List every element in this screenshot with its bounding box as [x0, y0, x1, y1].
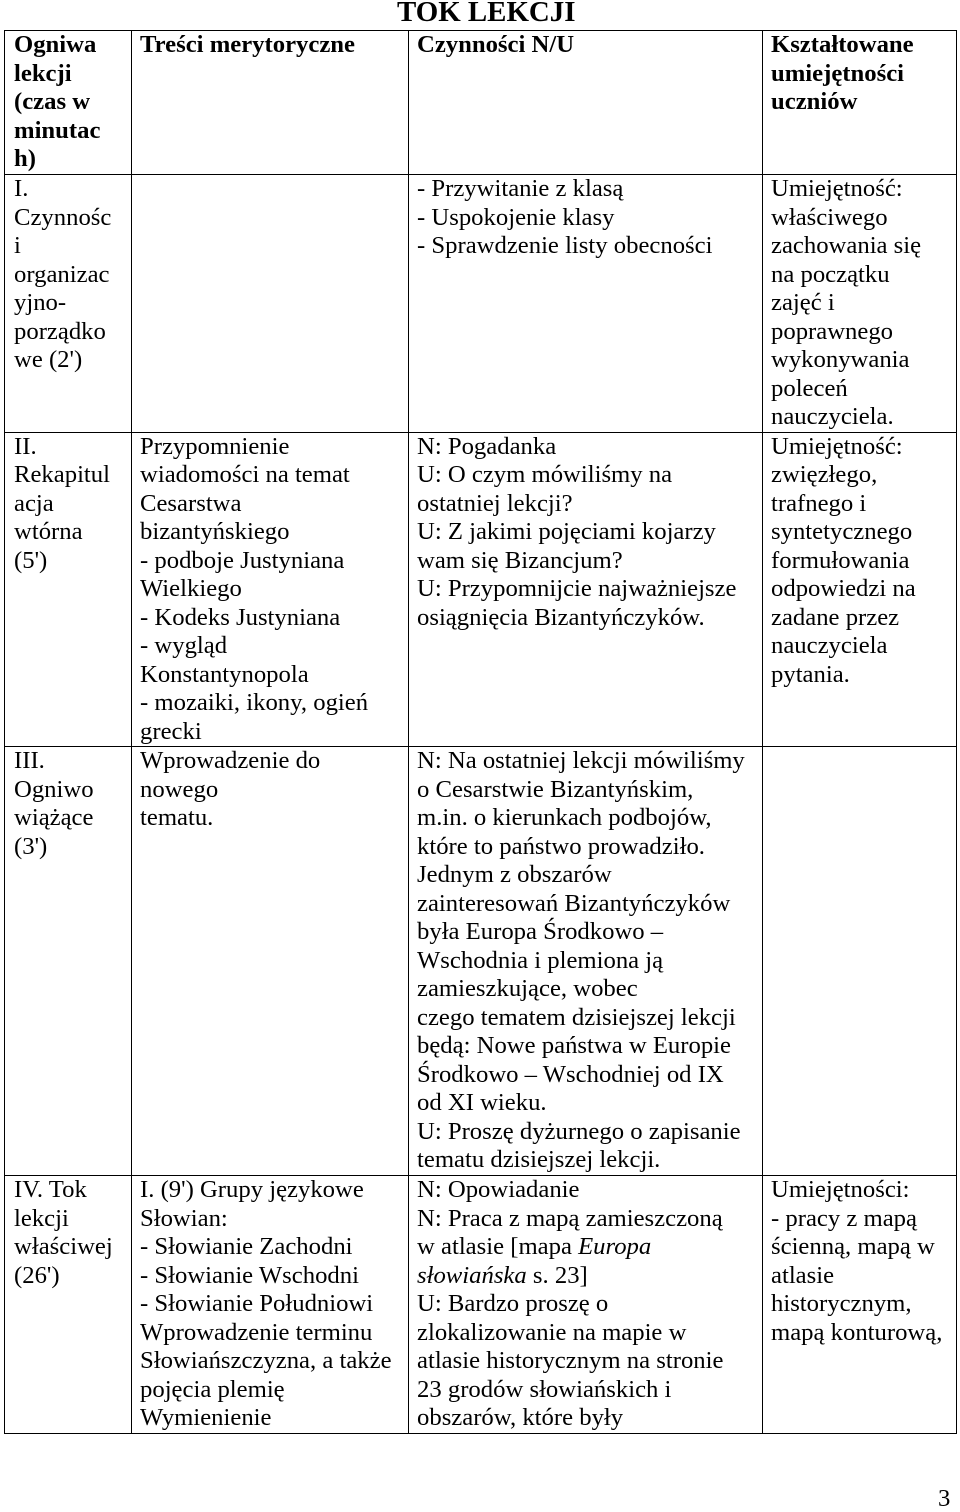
lesson-row-linking: [5, 747, 957, 1176]
activities-cell: [409, 1176, 763, 1434]
lesson-row-recap: [5, 432, 957, 747]
page-title: TOK LEKCJI: [397, 0, 576, 28]
header-activities: Czynności N/U: [409, 31, 763, 175]
map-title-part-2: słowiańska: [417, 1261, 527, 1289]
content-cell: Wprowadzenie do nowego tematu.: [132, 747, 409, 1176]
lesson-row-main: [5, 1176, 957, 1434]
skills-cell: Umiejętność: zwięzłego, trafnego i syntetycznego formułowania odpowiedzi na zadane przez nauczyciela pytania.: [763, 432, 957, 747]
header-stage: Ogniwa lekcji (czas w minutac h): [5, 31, 132, 175]
content-cell: [132, 175, 409, 433]
stage-cell: III. Ogniwo wiążące (3'): [5, 747, 132, 1176]
content-cell: I. (9') Grupy językowe Słowian: - Słowianie Zachodni - Słowianie Wschodni - Słowianie Południowi Wprowadzenie terminu Słowiańszczyzna, a także pojęcia plemię Wymienienie: [132, 1176, 409, 1434]
header-skills: Kształtowane umiejętności uczniów: [763, 31, 957, 175]
stage-cell: II. Rekapitul acja wtórna (5'): [5, 432, 132, 747]
content-cell: Przypomnienie wiadomości na temat Cesarstwa bizantyńskiego - podboje Justyniana Wielkiego - Kodeks Justyniana - wygląd Konstantynopola - mozaiki, ikony, ogień grecki: [132, 432, 409, 747]
page-number: 3: [938, 1485, 951, 1512]
activities-intro: N: Opowiadanie N: Praca z mapą zamieszczoną: [417, 1176, 723, 1232]
activities-cell: N: Pogadanka U: O czym mówiliśmy na ostatniej lekcji? U: Z jakimi pojęciami kojarzy wam się Bizancjum? U: Przypomnijcie najważniejsze osiągnięcia Bizantyńczyków.: [409, 432, 763, 747]
activities-task: U: Bardzo proszę o zlokalizowanie na mapie w atlasie historycznym na stronie 23 grodów słowiańskich i obszarów, które były: [417, 1290, 724, 1431]
activities-cell: N: Na ostatniej lekcji mówiliśmy o Cesarstwie Bizantyńskim, m.in. o kierunkach podbojów, które to państwo prowadziło. Jednym z obszarów zainteresowań Bizantyńczyków była Europa Środkowo – Wschodnia i plemiona ją zamieszkujące, wobec czego tematem dzisiejszej lekcji będą: Nowe państwa w Europie Środkowo – Wschodniej od IX od XI wieku. U: Proszę dyżurnego o zapisanie tematu dzisiejszej lekcji.: [409, 747, 763, 1176]
activities-cell: - Przywitanie z klasą - Uspokojenie klasy - Sprawdzenie listy obecności: [409, 175, 763, 433]
map-reference-suffix: s. 23]: [526, 1261, 588, 1289]
map-reference-line-1: [417, 1233, 758, 1262]
skills-cell: Umiejętność: właściwego zachowania się na początku zajęć i poprawnego wykonywania poleceń nauczyciela.: [763, 175, 957, 433]
map-reference-line-2: [417, 1262, 758, 1291]
skills-cell: [763, 747, 957, 1176]
stage-cell: IV. Tok lekcji właściwej (26'): [5, 1176, 132, 1434]
skills-cell: Umiejętności: - pracy z mapą ścienną, mapą w atlasie historycznym, mapą konturową,: [763, 1176, 957, 1434]
stage-cell: I. Czynnośc i organizac yjno- porządko we (2'): [5, 175, 132, 433]
lesson-row-organizational: [5, 175, 957, 433]
map-reference-prefix: w atlasie [mapa: [417, 1233, 579, 1260]
lesson-plan-table: [4, 30, 957, 1434]
header-content: Treści merytoryczne: [132, 31, 409, 175]
table-header-row: [5, 31, 957, 175]
map-title-part-1: Europa: [578, 1233, 652, 1260]
